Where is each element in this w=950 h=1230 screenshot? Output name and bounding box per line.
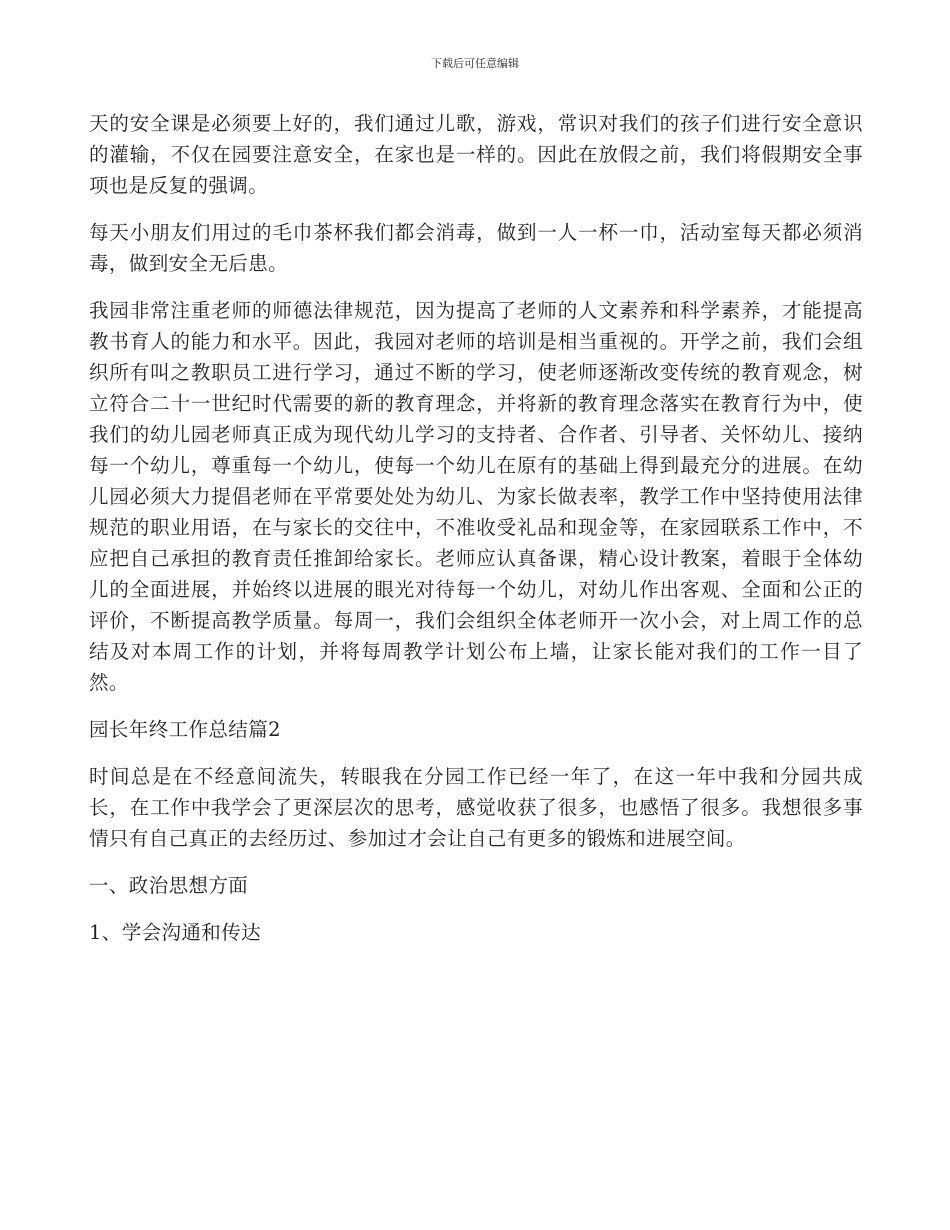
section-title-part-2: 园长年终工作总结篇2: [89, 718, 281, 741]
subsection-heading-communication: 1、学会沟通和传达: [89, 921, 262, 944]
section-heading-political-thought: 一、政治思想方面: [89, 874, 249, 897]
paragraph-teacher-ethics: 我园非常注重老师的师德法律规范，因为提高了老师的人文素养和科学素养，才能提高教书育人的能力和水平。因此，我园对老师的培训是相当重视的。开学之前，我们会组织所有叫之教职员工进行学习，通过不断的学习，使老师逐渐改变传统的教育观念，树立符合二十一世纪时代需要的新的教育理念，并将新的教育理念落实在教育行为中，使我们的幼儿园老师真正成为现代幼儿学习的支持者、合作者、引导者、关怀幼儿、接纳每一个幼儿，尊重每一个幼儿，使每一个幼儿在原有的基础上得到最充分的进展。在幼儿园必须大力提倡老师在平常要处处为幼儿、为家长做表率，教学工作中坚持使用法律规范的职业用语，在与家长的交往中，不准收受礼品和现金等，在家园联系工作中，不应把自己承担的教育责任推卸给家长。老师应认真备课，精心设计教案，着眼于全体幼儿的全面进展，并始终以进展的眼光对待每一个幼儿，对幼儿作出客观、全面和公正的评价，不断提高教学质量。每周一，我们会组织全体老师开一次小会，对上周工作的总结及对本周工作的计划，并将每周教学计划公布上墙，让家长能对我们的工作一目了然。: [89, 299, 863, 694]
paragraph-year-reflection: 时间总是在不经意间流失，转眼我在分园工作已经一年了，在这一年中我和分园共成长，在工作中我学会了更深层次的思考，感觉收获了很多，也感悟了很多。我想很多事情只有自己真正的去经历过、参加过才会让自己有更多的锻炼和进展空间。: [89, 765, 863, 850]
document-body: [89, 108, 863, 964]
page-header-note: 下载后可任意编辑: [431, 57, 519, 70]
paragraph-safety-education: 天的安全课是必须要上好的，我们通过儿歌，游戏，常识对我们的孩子们进行安全意识的灌输，不仅在园要注意安全，在家也是一样的。因此在放假之前，我们将假期安全事项也是反复的强调。: [89, 112, 863, 197]
paragraph-disinfection: 每天小朋友们用过的毛巾茶杯我们都会消毒，做到一人一杯一巾，活动室每天都必须消毒，做到安全无后患。: [89, 221, 863, 275]
